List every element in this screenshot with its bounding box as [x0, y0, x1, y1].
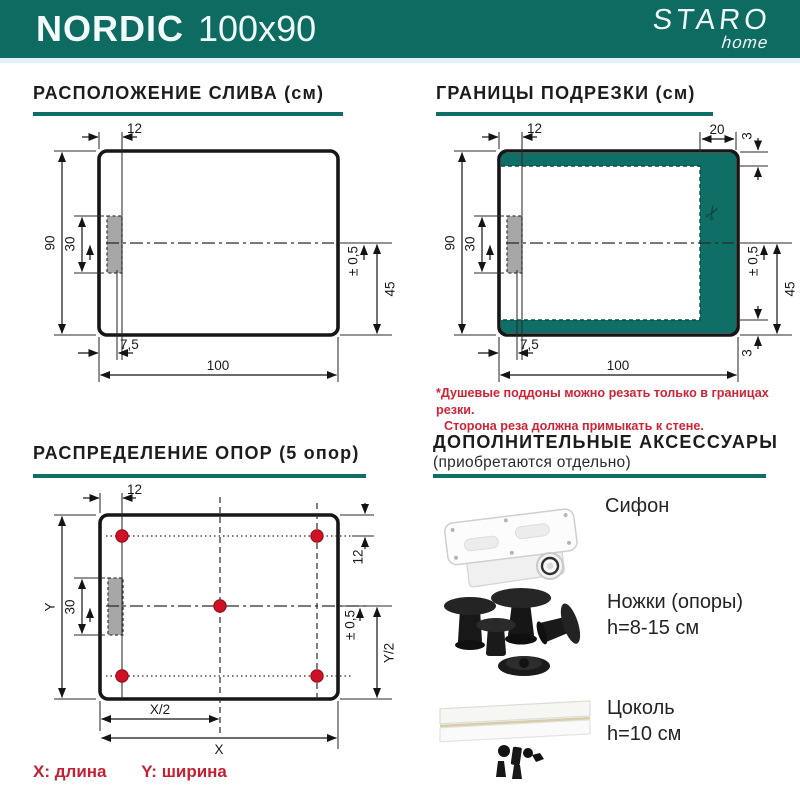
- product-model: NORDIC: [36, 8, 184, 49]
- cutting-note: [436, 385, 798, 435]
- accessory-label-feet: Ножки (опоры): [607, 591, 744, 613]
- dim-label-cut-bottom: 3: [739, 349, 755, 357]
- plinth-image: [436, 695, 596, 785]
- brand-logo: [650, 6, 773, 53]
- accessories-section-title: ДОПОЛНИТЕЛЬНЫЕ АКСЕССУАРЫ: [433, 432, 779, 452]
- feet-cluster: [444, 588, 584, 676]
- dim-label-width: 100: [606, 358, 630, 373]
- dim-label-right-offset: 12: [350, 549, 366, 565]
- header-divider: [0, 58, 800, 63]
- dim-label-drain-size: 30: [62, 236, 78, 252]
- legend-x: X: длина: [33, 762, 107, 781]
- dim-label-drain-size: 30: [462, 236, 478, 252]
- dim-label-center: 45: [382, 281, 398, 297]
- dim-label-drain-size: 30: [62, 599, 78, 615]
- cutting-diagram: [420, 120, 800, 388]
- plinth-strips: [440, 701, 590, 742]
- supports-section-title: РАСПРЕДЕЛЕНИЕ ОПОР (5 опор): [33, 443, 360, 463]
- drain-section-title: РАСПОЛОЖЕНИЕ СЛИВА (см): [33, 83, 325, 103]
- dim-label-edge-offset: 7,5: [120, 337, 139, 352]
- dim-label-half-height: Y/2: [381, 642, 397, 664]
- accessory-label-siphon: Сифон: [605, 495, 670, 517]
- supports-title-underline: [33, 474, 366, 478]
- product-size: 100x90: [198, 8, 317, 49]
- dim-label-top-offset: 12: [127, 121, 143, 136]
- dim-label-width: X: [214, 742, 224, 757]
- dim-label-cut-right: 20: [709, 122, 725, 137]
- brand-subname: home: [721, 33, 770, 52]
- feet-image: [436, 583, 596, 683]
- cutting-note-line1: *Душевые поддоны можно резать только в границах резки.: [436, 386, 769, 417]
- accessory-detail-plinth: h=10 см: [607, 723, 682, 745]
- scissors-icon: ✂: [700, 201, 727, 226]
- accessories-section-subtitle: (приобретаются отдельно): [433, 454, 631, 471]
- siphon-outlet: [537, 553, 563, 579]
- plinth-hardware: [496, 745, 544, 779]
- siphon-body: [444, 508, 581, 589]
- dim-label-cut-top: 3: [739, 132, 755, 140]
- dim-label-edge-offset: 7,5: [520, 337, 539, 352]
- brand-name: STARO: [651, 4, 773, 36]
- header-bar: [0, 0, 800, 58]
- cutting-title-underline: [436, 112, 713, 116]
- accessory-detail-feet: h=8-15 см: [607, 617, 700, 639]
- supports-diagram: [20, 483, 420, 761]
- accessories-title-underline: [433, 474, 766, 478]
- dim-label-height: 90: [442, 235, 458, 251]
- dim-label-height: Y: [42, 602, 58, 612]
- accessory-label-plinth: Цоколь: [607, 697, 675, 719]
- drain-title-underline: [33, 112, 343, 116]
- dim-label-top-offset: 12: [127, 482, 143, 497]
- dim-label-center: 45: [782, 281, 798, 297]
- drain-rect: [507, 216, 522, 273]
- cutting-note-line2: Сторона реза должна примыкать к стене.: [444, 419, 704, 434]
- legend-y: Y: ширина: [141, 762, 227, 781]
- drain-diagram: [20, 120, 410, 388]
- axis-legend: [33, 762, 257, 782]
- dim-label-top-offset: 12: [527, 121, 543, 136]
- drain-rect: [107, 216, 122, 273]
- siphon-image: [438, 490, 593, 585]
- dim-label-tolerance: ± 0,5: [345, 246, 361, 276]
- dim-label-height: 90: [42, 235, 58, 251]
- cutting-section-title: ГРАНИЦЫ ПОДРЕЗКИ (см): [436, 83, 696, 103]
- dim-label-width: 100: [206, 358, 230, 373]
- dim-label-tolerance: ± 0,5: [745, 246, 761, 276]
- dim-label-half-width: X/2: [149, 702, 171, 717]
- dim-label-tolerance: ± 0,5: [342, 610, 358, 640]
